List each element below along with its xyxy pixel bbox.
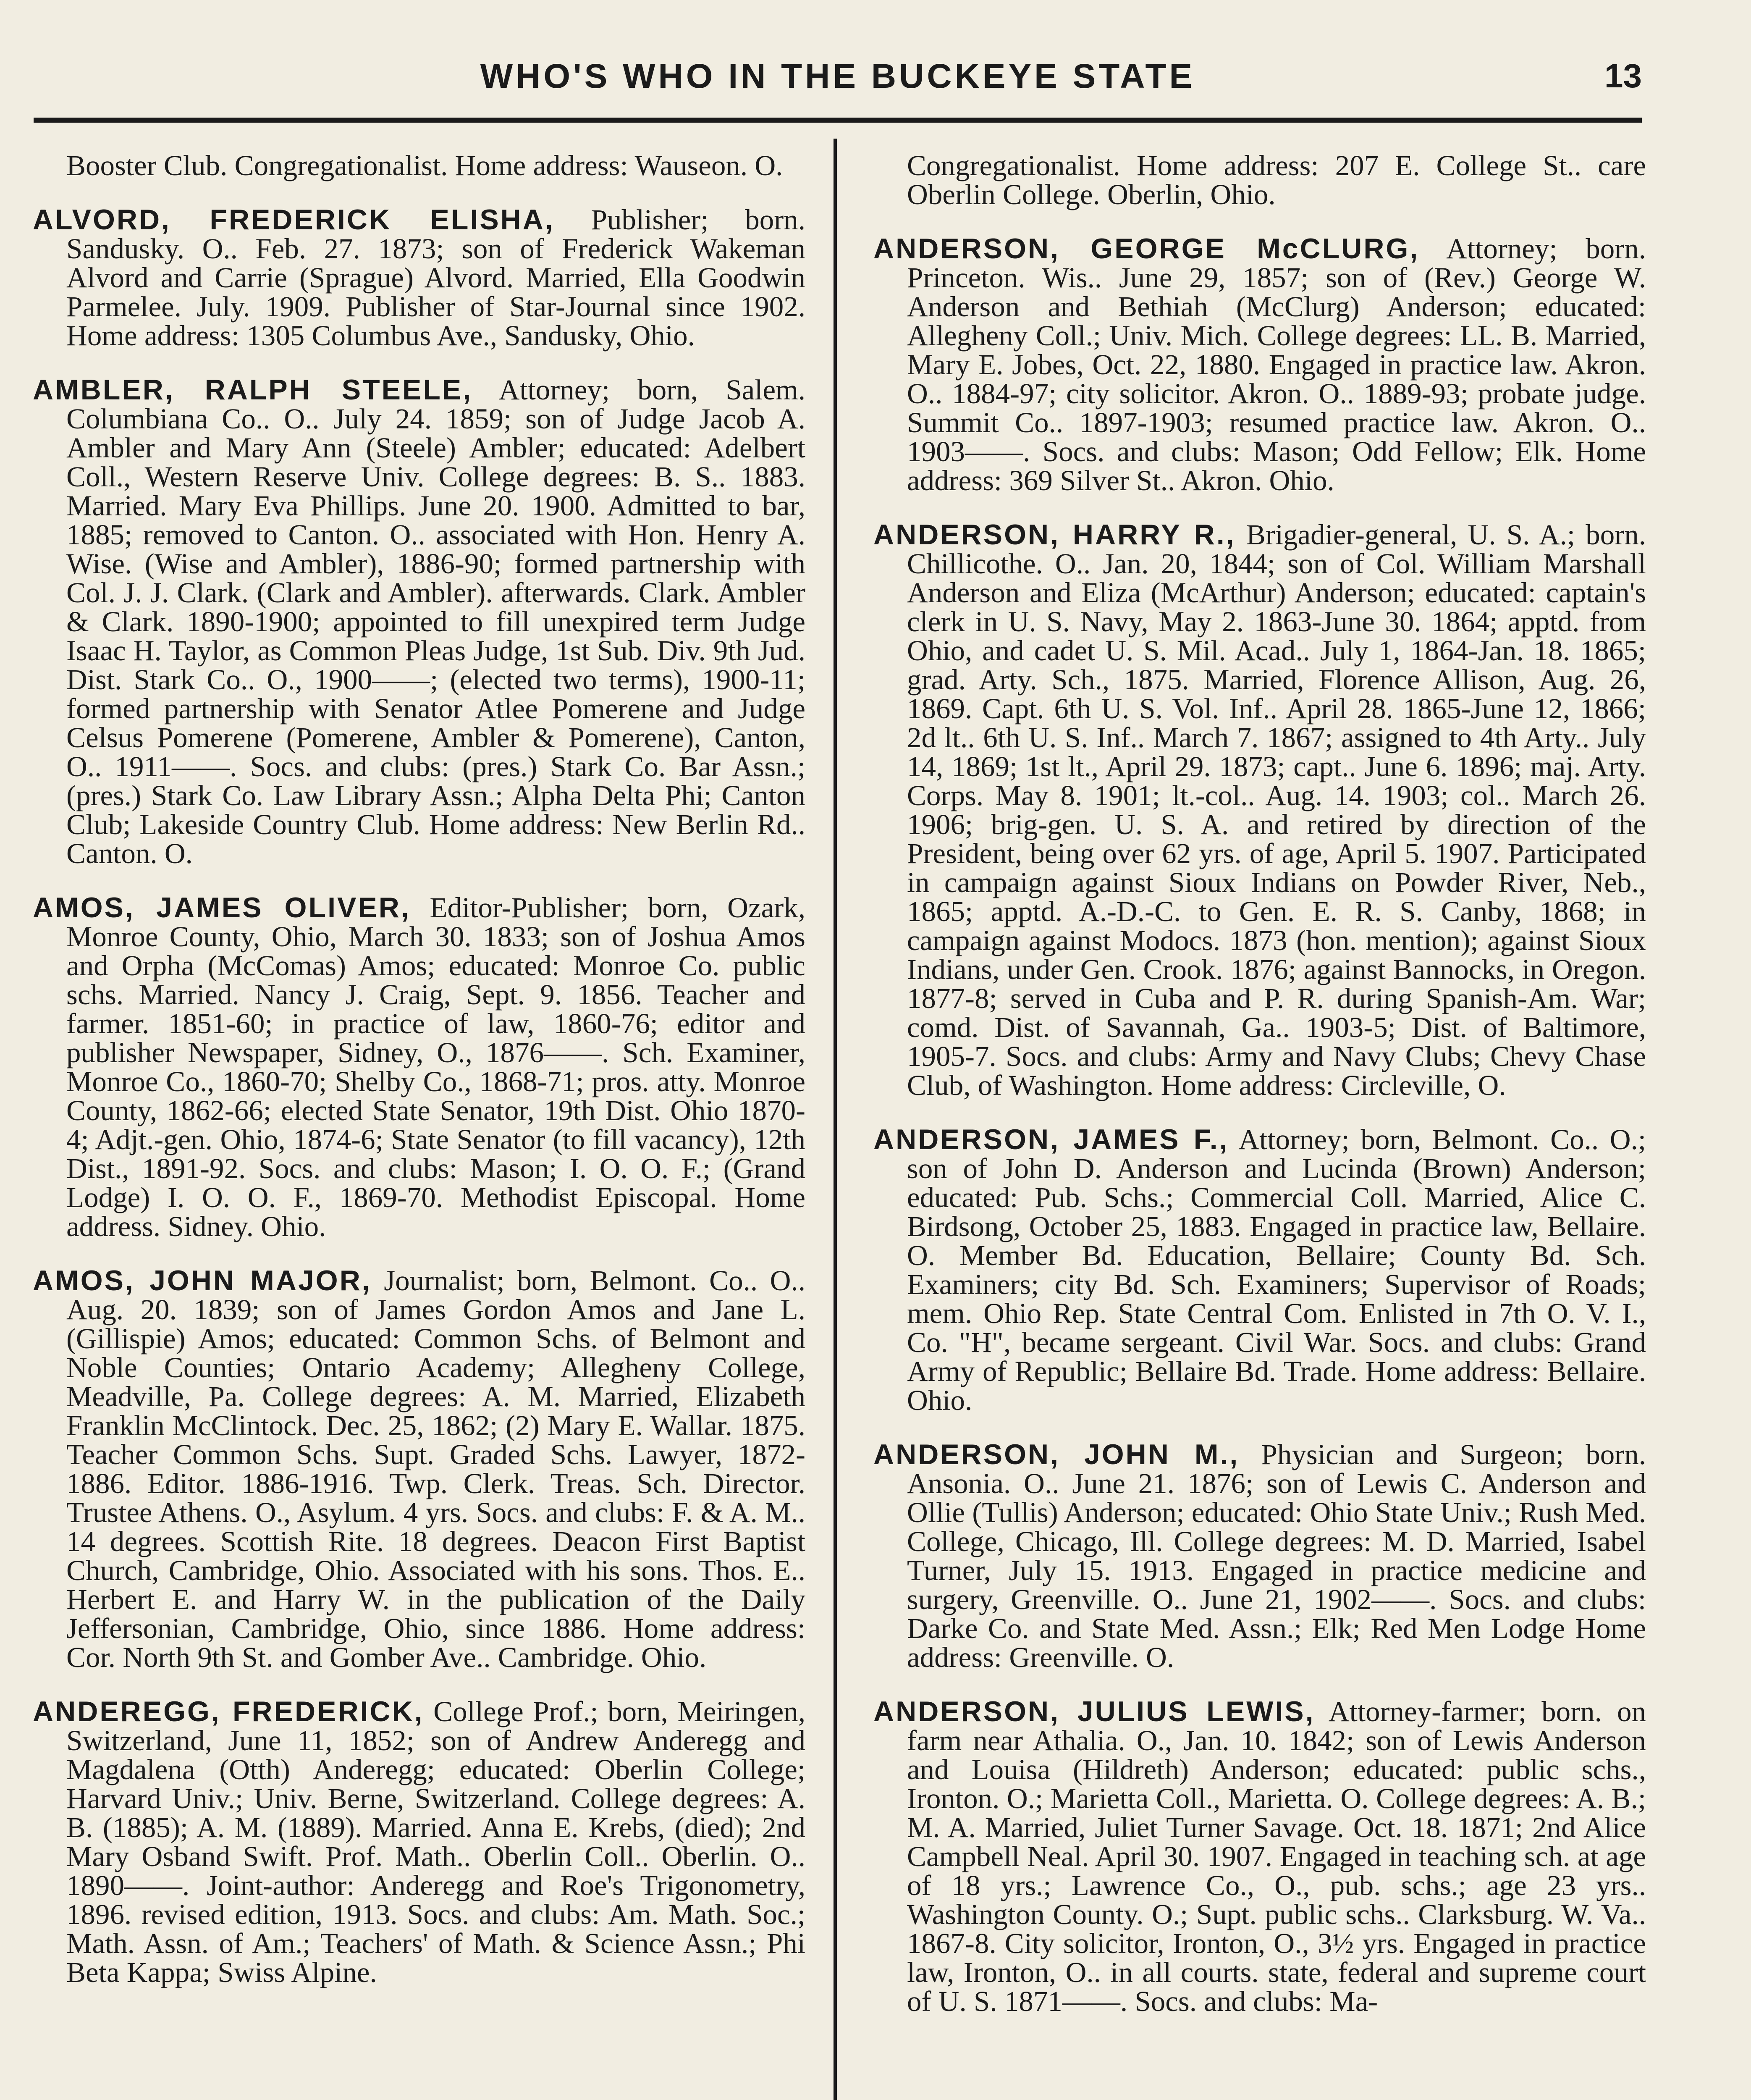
- biography-entry-ambler: [33, 375, 805, 868]
- column-divider: [834, 139, 837, 2100]
- entry-text: Attorney; born, Salem. Columbiana Co.. O.. July 24. 1859; son of Judge Jacob A. Ambler and Mary Ann (Steele) Ambler; educated: Adelbert Coll., Western Reserve Univ. College degrees: B. S.. 1883. Married. Mary Eva Phillips. June 20. 1900. Admitted to bar, 1885; removed to Canton. O.. associated with Hon. Henry A. Wise. (Wise and Ambler), 1886-90; formed partnership with Col. J. J. Clark. (Clark and Ambler). afterwards. Clark. Ambler & Clark. 1890-1900; appointed to fill unexpired term Judge Isaac H. Taylor, as Common Pleas Judge, 1st Sub. Div. 9th Jud. Dist. Stark Co.. O., 1900——; (elected two terms), 1900-11; formed partnership with Senator Atlee Pomerene and Judge Celsus Pomerene (Pomerene, Ambler & Pomerene), Canton, O.. 1911——. Socs. and clubs: (pres.) Stark Co. Bar Assn.; (pres.) Stark Co. Law Library Assn.; Alpha Delta Phi; Canton Club; Lakeside Country Club. Home address: New Berlin Rd.. Canton. O.: [66, 374, 805, 869]
- continuation-text: Booster Club. Congregationalist. Home address: Wauseon. O.: [66, 151, 783, 181]
- biography-entry-anderson-james: [873, 1125, 1646, 1415]
- entry-text: Brigadier-general, U. S. A.; born. Chillicothe. O.. Jan. 20, 1844; son of Col. William Marshall Anderson and Eliza (McArthur) Anderson; educated: captain's clerk in U. S. Navy, May 2. 1863-June 30. 1864; apptd. from Ohio, and cadet U. S. Mil. Acad.. July 1, 1864-Jan. 18. 1865; grad. Arty. Sch., 1875. Married, Florence Allison, Aug. 26, 1869. Capt. 6th U. S. Vol. Inf.. April 28. 1865-June 12, 1866; 2d lt.. 6th U. S. Inf.. March 7. 1867; assigned to 4th Arty.. July 14, 1869; 1st lt., April 29. 1873; capt.. June 6. 1896; maj. Arty. Corps. May 8. 1901; lt.-col.. Aug. 14. 1903; col.. March 26. 1906; brig-gen. U. S. A. and retired by direction of the President, being over 62 yrs. of age, April 5. 1907. Participated in campaign against Sioux Indians on Powder River, Neb., 1865; apptd. A.-D.-C. to Gen. E. R. S. Canby, 1868; in campaign against Modocs. 1873 (hon. mention); against Sioux Indians, under Gen. Crook. 1876; against Bannocks, in Oregon. 1877-8; served in Cuba and P. R. during Spanish-Am. War; comd. Dist. of Savannah, Ga.. 1903-5; Dist. of Baltimore, 1905-7. Socs. and clubs: Army and Navy Clubs; Chevy Chase Club, of Washington. Home address: Circleville, O.: [907, 519, 1646, 1101]
- biography-entry-anderson-george: [873, 234, 1646, 495]
- page-header: [34, 52, 1642, 111]
- biography-entry-anderson-julius: [873, 1697, 1646, 2016]
- entry-text: Publisher; born. Sandusky. O.. Feb. 27. 1873; son of Frederick Wakeman Alvord and Carrie (Sprague) Alvord. Married, Ella Goodwin Parmelee. July. 1909. Publisher of Star-Journal since 1902. Home address: 1305 Columbus Ave., Sandusky, Ohio.: [66, 204, 805, 352]
- biography-entry-anderegg: [33, 1697, 805, 1987]
- running-title: WHO'S WHO IN THE BUCKEYE STATE: [480, 57, 1195, 95]
- biography-entry-anderson-harry: [873, 520, 1646, 1100]
- biography-entry-anderson-john: [873, 1440, 1646, 1672]
- entry-text: Attorney-farmer; born. on farm near Athalia. O., Jan. 10. 1842; son of Lewis Anderson and Louisa (Hildreth) Anderson; educated: public schs., Ironton. O.; Marietta Coll., Marietta. O. College degrees: A. B.; M. A. Married, Juliet Turner Savage. Oct. 18. 1871; 2nd Alice Campbell Neal. April 30. 1907. Engaged in teaching sch. at age of 18 yrs.; Lawrence Co., O., pub. schs.; age 23 yrs.. Washington County. O.; Supt. public schs.. Clarksburg. W. Va.. 1867-8. City solicitor, Ironton, O., 3½ yrs. Engaged in practice law, Ironton, O.. in all courts. state, federal and supreme court of U. S. 1871——. Socs. and clubs: Ma-: [907, 1696, 1646, 2017]
- biography-entry-alvord: [33, 205, 805, 350]
- biography-entry-amos-john: [33, 1266, 805, 1672]
- page-number: 13: [1604, 57, 1642, 94]
- entry-name: AMOS, JAMES OLIVER,: [33, 892, 411, 924]
- continuation-text: Congregationalist. Home address: 207 E. College St.. care Oberlin College. Oberlin, Ohio.: [907, 151, 1646, 210]
- entry-text: Attorney; born, Belmont. Co.. O.; son of John D. Anderson and Lucinda (Brown) Anderson; educated: Pub. Schs.; Commercial Coll. Married, Alice C. Birdsong, October 25, 1883. Engaged in practice law, Bellaire. O. Member Bd. Education, Bellaire; County Bd. Sch. Examiners; city Bd. Sch. Examiners; Supervisor of Roads; mem. Ohio Rep. State Central Com. Enlisted in 7th O. V. I., Co. "H", became sergeant. Civil War. Socs. and clubs: Grand Army of Republic; Bellaire Bd. Trade. Home address: Bellaire. Ohio.: [907, 1124, 1646, 1416]
- entry-name: AMOS, JOHN MAJOR,: [33, 1265, 372, 1297]
- entry-text: Physician and Surgeon; born. Ansonia. O.. June 21. 1876; son of Lewis C. Anderson and Ollie (Tullis) Anderson; educated: Ohio State Univ.; Rush Med. College, Chicago, Ill. College degrees: M. D. Married, Isabel Turner, July 15. 1913. Engaged in practice medicine and surgery, Greenville. O.. June 21, 1902——. Socs. and clubs: Darke Co. and State Med. Assn.; Elk; Red Men Lodge Home address: Greenville. O.: [907, 1438, 1646, 1673]
- entry-name: ANDERSON, JAMES F.,: [873, 1124, 1229, 1155]
- entry-name: ANDERSON, GEORGE McCLURG,: [873, 233, 1420, 265]
- entry-text: Journalist; born, Belmont. Co.. O.. Aug. 20. 1839; son of James Gordon Amos and Jane L. (Gillispie) Amos; educated: Common Schs. of Belmont and Noble Counties; Ontario Academy; Allegheny College, Meadville, Pa. College degrees: A. M. Married, Elizabeth Franklin McClintock. Dec. 25, 1862; (2) Mary E. Wallar. 1875. Teacher Common Schs. Supt. Graded Schs. Lawyer, 1872-1886. Editor. 1886-1916. Twp. Clerk. Treas. Sch. Director. Trustee Athens. O., Asylum. 4 yrs. Socs. and clubs: F. & A. M.. 14 degrees. Scottish Rite. 18 degrees. Deacon First Baptist Church, Cambridge, Ohio. Associated with his sons. Thos. E.. Herbert E. and Harry W. in the publication of the Daily Jeffersonian, Cambridge, Ohio, since 1886. Home address: Cor. North 9th St. and Gomber Ave.. Cambridge. Ohio.: [66, 1265, 805, 1673]
- entry-name: ANDERSON, JOHN M.,: [873, 1438, 1240, 1470]
- biography-entry-amos-james: [33, 893, 805, 1241]
- entry-name: ANDERSON, HARRY R.,: [873, 519, 1236, 551]
- right-column: [873, 151, 1646, 2100]
- entry-name: ALVORD, FREDERICK ELISHA,: [33, 204, 555, 236]
- entry-name: ANDEREGG, FREDERICK,: [33, 1696, 424, 1727]
- entry-text: Editor-Publisher; born, Ozark, Monroe County, Ohio, March 30. 1833; son of Joshua Amos and Orpha (McComas) Amos; educated: Monroe Co. public schs. Married. Nancy J. Craig, Sept. 9. 1856. Teacher and farmer. 1851-60; in practice of law, 1860-76; editor and publisher Newspaper, Sidney, O., 1876——. Sch. Examiner, Monroe Co., 1860-70; Shelby Co., 1868-71; pros. atty. Monroe County, 1862-66; elected State Senator, 19th Dist. Ohio 1870-4; Adjt.-gen. Ohio, 1874-6; State Senator (to fill vacancy), 12th Dist., 1891-92. Socs. and clubs: Mason; I. O. O. F.; (Grand Lodge) I. O. O. F., 1869-70. Methodist Episcopal. Home address. Sidney. Ohio.: [66, 892, 805, 1242]
- header-rule: [34, 118, 1642, 123]
- entry-name: ANDERSON, JULIUS LEWIS,: [873, 1696, 1315, 1727]
- left-column: [33, 151, 805, 2100]
- entry-text: Attorney; born. Princeton. Wis.. June 29, 1857; son of (Rev.) George W. Anderson and Bethiah (McClurg) Anderson; educated: Allegheny Coll.; Univ. Mich. College degrees: LL. B. Married, Mary E. Jobes, Oct. 22, 1880. Engaged in practice law. Akron. O.. 1884-97; city solicitor. Akron. O.. 1889-93; probate judge. Summit Co.. 1897-1903; resumed practice law. Akron. O.. 1903——. Socs. and clubs: Mason; Odd Fellow; Elk. Home address: 369 Silver St.. Akron. Ohio.: [907, 233, 1646, 496]
- entry-name: AMBLER, RALPH STEELE,: [33, 374, 473, 406]
- entry-text: College Prof.; born, Meiringen, Switzerland, June 11, 1852; son of Andrew Anderegg and Magdalena (Otth) Anderegg; educated: Oberlin College; Harvard Univ.; Univ. Berne, Switzerland. College degrees: A. B. (1885); A. M. (1889). Married. Anna E. Krebs, (died); 2nd Mary Osband Swift. Prof. Math.. Oberlin Coll.. Oberlin. O.. 1890——. Joint-author: Anderegg and Roe's Trigonometry, 1896. revised edition, 1913. Socs. and clubs: Am. Math. Soc.; Math. Assn. of Am.; Teachers' of Math. & Science Assn.; Phi Beta Kappa; Swiss Alpine.: [66, 1696, 805, 1988]
